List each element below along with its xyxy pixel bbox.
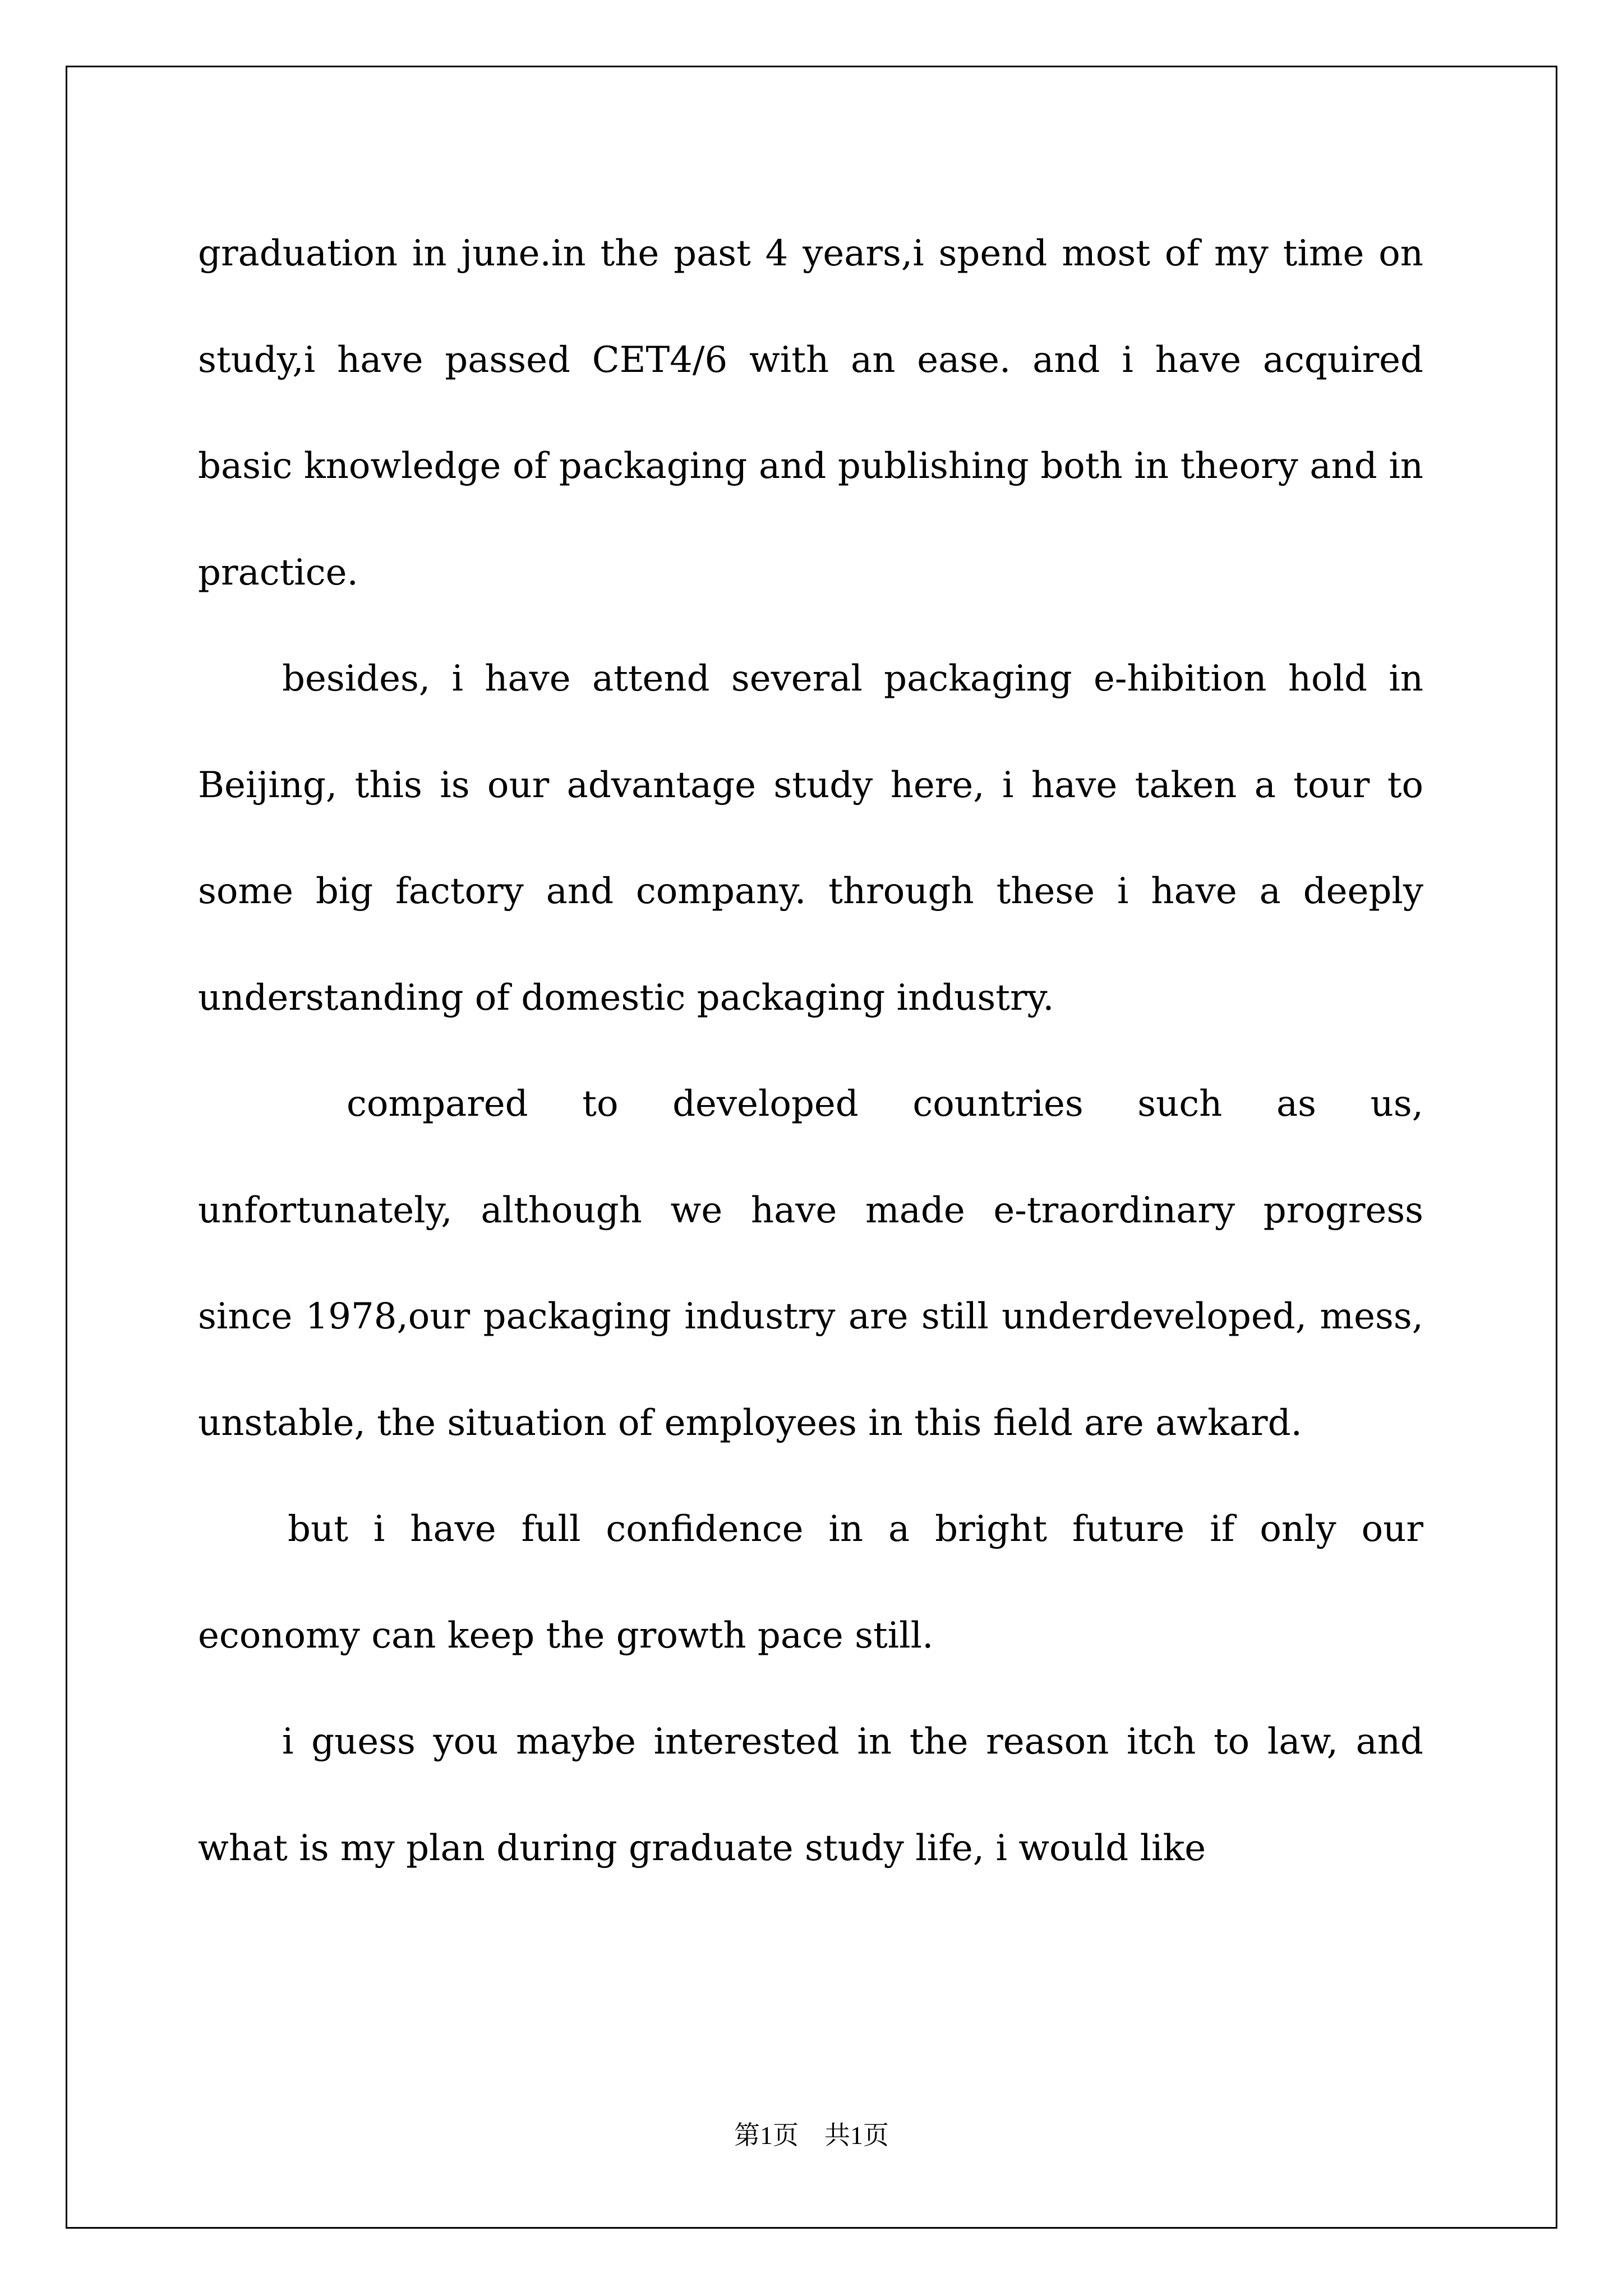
paragraph-3: compared to developed countries such as us, unfortunately, although we have made e-traordinary progress since 1978,our packaging industry are still underdeveloped, mess, unstable, the situation of employees in this field are awkard. <box>198 1083 1435 1444</box>
document-body <box>198 201 1435 1902</box>
paragraph-4: but i have full confidence in a bright future if only our economy can keep the growth pace still. <box>198 1508 1435 1657</box>
paragraph-5: i guess you maybe interested in the reason itch to law, and what is my plan during graduate study life, i would like <box>198 1721 1435 1869</box>
page-number-footer: 第1页 共1页 <box>734 2121 889 2150</box>
paragraph-2: besides, i have attend several packaging e-hibition hold in Beijing, this is our advantage study here, i have taken a tour to some big factory and company. through these i have a deeply understanding of domestic packaging industry. <box>198 658 1435 1019</box>
paragraph-1: graduation in june.in the past 4 years,i spend most of my time on study,i have passed CET4/6 with an ease. and i have acquired basic knowledge of packaging and publishing both in theory and in practice. <box>198 233 1435 593</box>
